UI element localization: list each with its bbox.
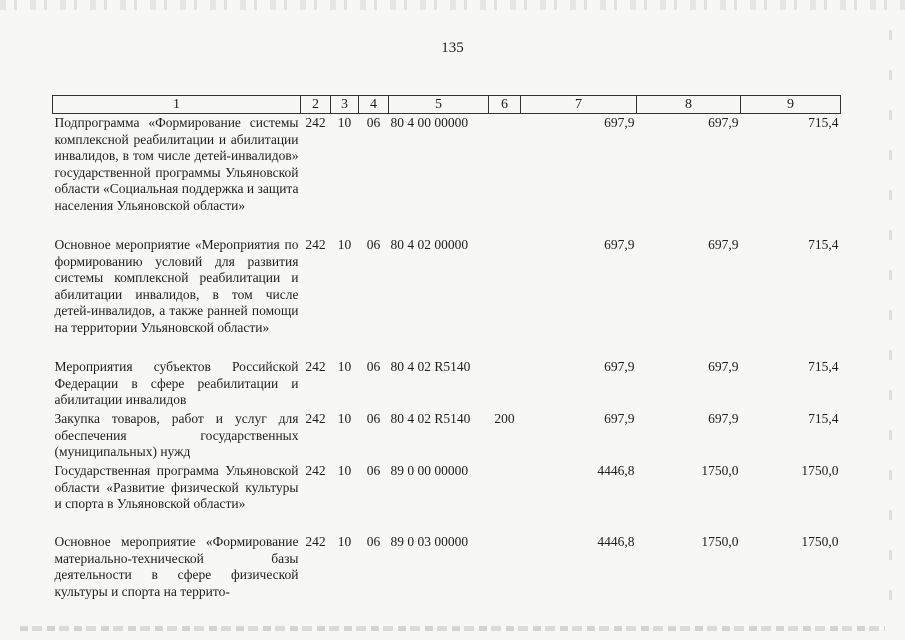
row-col-2: 242 [305,237,326,252]
row-col-5: 80 4 00 00000 [390,115,469,130]
row-col-9: 1750,0 [801,534,839,549]
table-header-row [53,96,841,114]
row-col-2: 242 [305,463,326,478]
row-col-4: 06 [366,359,381,374]
row-col-2: 242 [305,534,326,549]
row-name: Подпрограмма «Формирование системы комплексной реабилитации и абилитации инвалидов, в том числе детей-инвалидов» государственной программы Ульяновской области «Социальная поддержка и защита населения Ульяновской области» [54,115,299,213]
row-col-5: 80 4 02 R5140 [390,411,471,426]
table-row [53,114,841,237]
row-col-3: 10 [337,359,352,374]
scan-noise-top [0,0,905,10]
table-row [53,358,841,410]
row-col-7: 697,9 [604,359,635,374]
row-name: Мероприятия субъектов Российской Федерации в сфере реабилитации и абилитации инвалидов [54,359,299,408]
row-col-6 [489,236,521,358]
row-col-5: 80 4 02 R5140 [390,359,471,374]
row-col-2: 242 [305,115,326,130]
row-col-8: 697,9 [708,411,739,426]
row-col-4: 06 [366,115,381,130]
row-col-8: 697,9 [708,359,739,374]
budget-table [52,95,841,604]
scan-noise-bottom [20,626,885,631]
table-row [53,236,841,358]
table-row [53,462,841,533]
row-col-6 [489,114,521,237]
row-col-7: 4446,8 [597,534,635,549]
row-name: Государственная программа Ульяновской области «Развитие физической культуры и спорта в Ульяновской области» [54,463,299,512]
header-col-5: 5 [389,96,489,114]
row-col-8: 697,9 [708,237,739,252]
table-row [53,410,841,462]
header-col-3: 3 [331,96,359,114]
scan-noise-right [889,30,892,610]
page-number: 135 [441,40,464,56]
row-col-7: 697,9 [604,411,635,426]
row-col-9: 715,4 [808,359,839,374]
row-col-9: 1750,0 [801,463,839,478]
row-col-7: 697,9 [604,115,635,130]
header-col-9: 9 [741,96,841,114]
row-col-8: 697,9 [708,115,739,130]
row-name: Основное мероприятие «Мероприятия по формированию условий для развития системы комплексной реабилитации и абилитации инвалидов, в том числе детей-инвалидов, а также ранней помощи на территории Ульяновской области» [54,237,299,335]
row-col-5: 80 4 02 00000 [390,237,469,252]
row-col-9: 715,4 [808,237,839,252]
row-col-2: 242 [305,411,326,426]
row-col-3: 10 [337,411,352,426]
row-col-6 [489,358,521,410]
row-col-9: 715,4 [808,411,839,426]
row-col-3: 10 [337,115,352,130]
table-row [53,533,841,604]
row-col-7: 697,9 [604,237,635,252]
header-col-1: 1 [53,96,301,114]
row-col-6 [489,533,521,604]
row-col-4: 06 [366,411,381,426]
header-col-6: 6 [489,96,521,114]
row-col-3: 10 [337,534,352,549]
row-col-9: 715,4 [808,115,839,130]
row-col-2: 242 [305,359,326,374]
row-col-4: 06 [366,534,381,549]
row-col-7: 4446,8 [597,463,635,478]
header-col-4: 4 [359,96,389,114]
row-col-4: 06 [366,237,381,252]
row-name: Закупка товаров, работ и услуг для обеспечения государственных (муниципальных) нужд [54,411,299,460]
row-col-3: 10 [337,463,352,478]
row-col-5: 89 0 03 00000 [390,534,469,549]
header-col-8: 8 [637,96,741,114]
row-col-5: 89 0 00 00000 [390,463,469,478]
row-name: Основное мероприятие «Формирование материально-технической базы деятельности в сфере физической культуры и спорта на террито- [54,534,299,599]
row-col-4: 06 [366,463,381,478]
row-col-6 [489,462,521,533]
row-col-6: 200 [494,411,515,426]
row-col-8: 1750,0 [701,463,739,478]
row-col-3: 10 [337,237,352,252]
header-col-2: 2 [301,96,331,114]
header-col-7: 7 [521,96,637,114]
row-col-8: 1750,0 [701,534,739,549]
